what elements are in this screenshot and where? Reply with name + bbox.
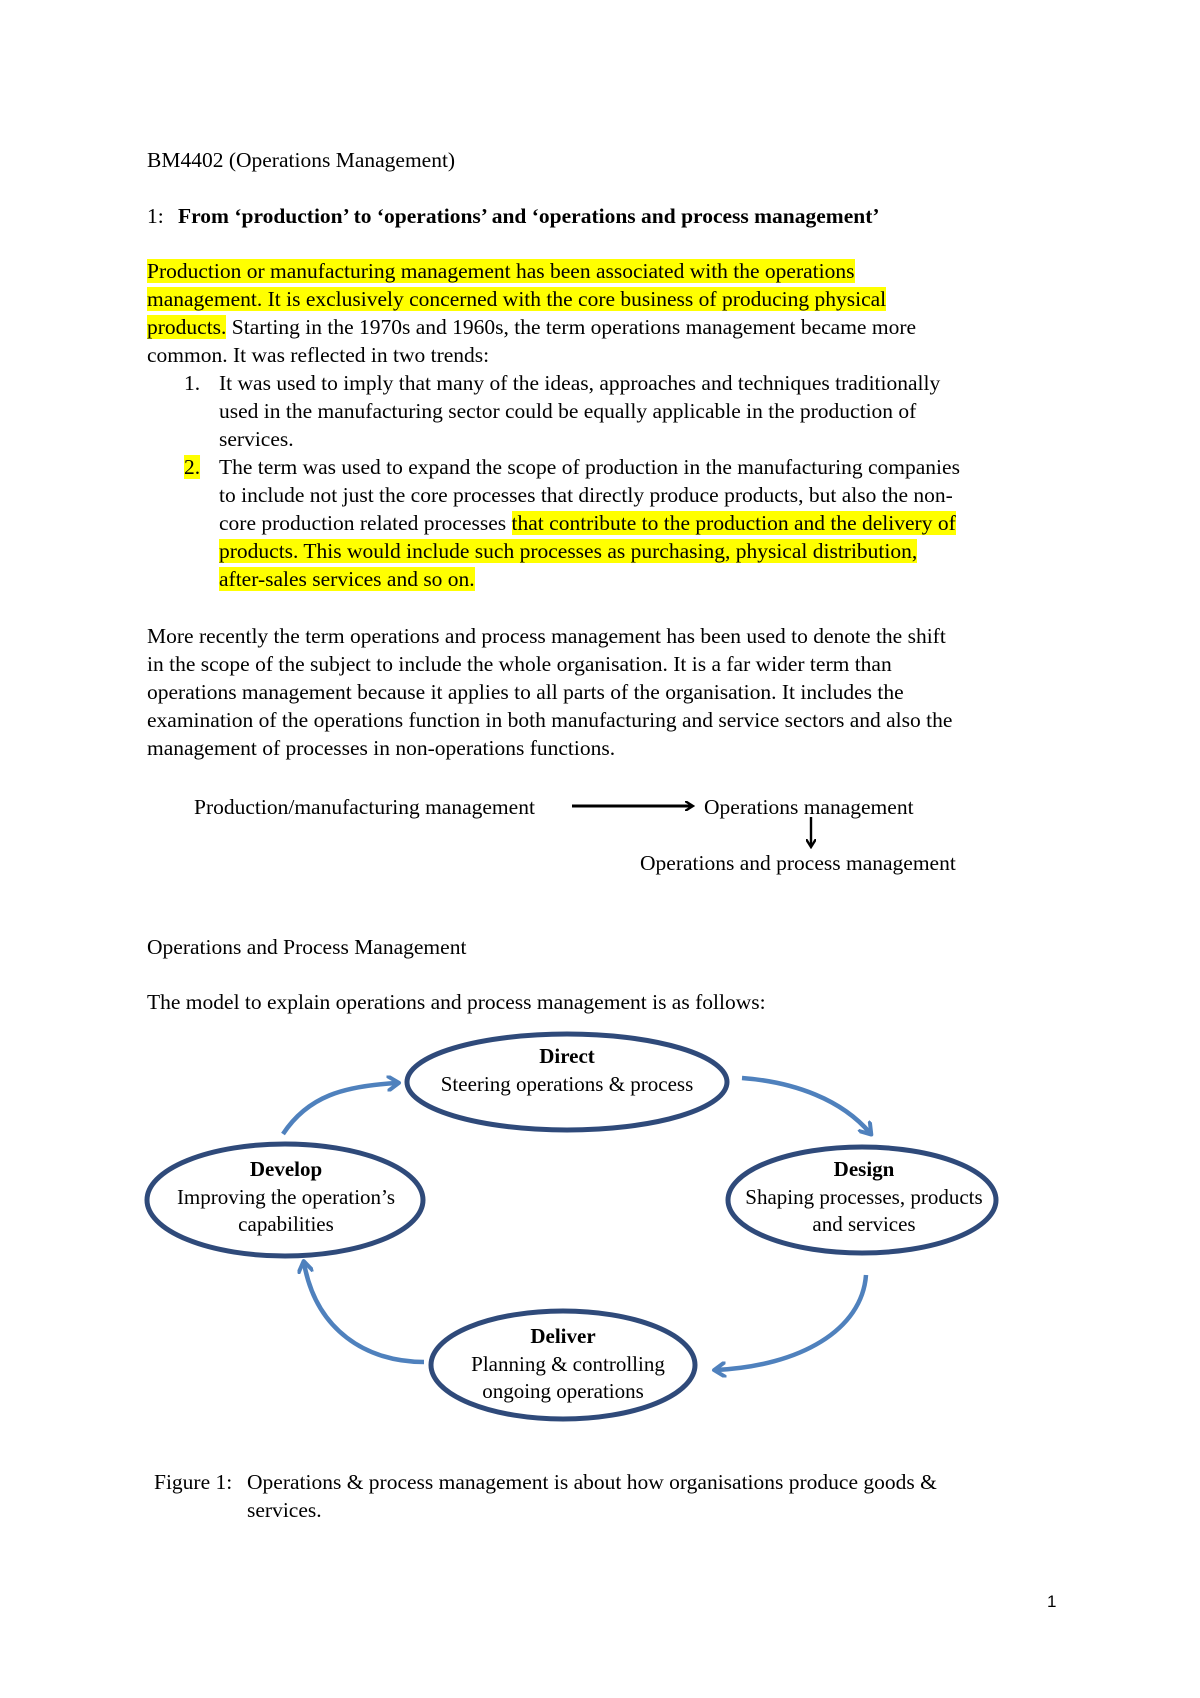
- list-item-1-line-3: services.: [219, 427, 294, 451]
- para2-line-4: examination of the operations function in both manufacturing and service sectors and also the: [147, 708, 953, 732]
- model-intro: The model to explain operations and process management is as follows:: [147, 990, 766, 1014]
- list-number-1: 1.: [184, 371, 201, 395]
- flow-then: Operations and process management: [640, 851, 956, 875]
- direct-desc-1: Steering operations & process: [440, 1072, 694, 1096]
- course-heading: BM4402 (Operations Management): [147, 148, 456, 172]
- page-number: 1: [1047, 1592, 1057, 1611]
- deliver-title: Deliver: [530, 1324, 596, 1348]
- arrow-design-to-deliver: [716, 1275, 866, 1370]
- para2-line-1: More recently the term operations and process management has been used to denote the shift: [147, 624, 946, 648]
- section-title: From ‘production’ to ‘operations’ and ‘operations and process management’: [178, 204, 880, 228]
- list-number-2: 2.: [184, 455, 201, 479]
- direct-title: Direct: [539, 1044, 595, 1068]
- flow-to: Operations management: [704, 795, 914, 819]
- para2-line-5: management of processes in non-operations functions.: [147, 736, 616, 760]
- develop-desc-1: Improving the operation’s: [176, 1185, 396, 1209]
- list-item-1-line-1: It was used to imply that many of the ideas, approaches and techniques traditionally: [219, 371, 941, 395]
- arrow-deliver-to-develop: [304, 1263, 424, 1362]
- para2-line-3: operations management because it applies to all parts of the organisation. It includes the: [147, 680, 904, 704]
- deliver-desc-2: ongoing operations: [482, 1379, 644, 1403]
- section2-heading: Operations and Process Management: [147, 935, 467, 959]
- para1-line-2: management. It is exclusively concerned with the core business of producing physical: [147, 287, 887, 311]
- figure-caption-line-1: Operations & process management is about how organisations produce goods &: [247, 1470, 937, 1494]
- design-desc-1: Shaping processes, products: [745, 1185, 983, 1209]
- para1-line-4: common. It was reflected in two trends:: [147, 343, 490, 367]
- para1-line-3: products. Starting in the 1970s and 1960s, the term operations management became more: [147, 315, 917, 339]
- design-title: Design: [833, 1157, 895, 1181]
- develop-title: Develop: [249, 1157, 323, 1181]
- arrow-direct-to-design: [742, 1078, 870, 1133]
- list-item-2-line-2: to include not just the core processes that directly produce products, but also the non-: [219, 483, 953, 507]
- list-item-2-line-5: after-sales services and so on.: [219, 567, 475, 591]
- arrow-develop-to-direct: [283, 1083, 397, 1134]
- list-item-2-line-1: The term was used to expand the scope of production in the manufacturing companies: [219, 455, 960, 479]
- figure-label: Figure 1:: [154, 1470, 233, 1494]
- flow-from: Production/manufacturing management: [194, 795, 535, 819]
- list-item-1-line-2: used in the manufacturing sector could be equally applicable in the production of: [219, 399, 917, 423]
- deliver-desc-1: Planning & controlling: [471, 1352, 665, 1376]
- para1-line-1: Production or manufacturing management has been associated with the operations: [147, 259, 855, 283]
- section-number: 1:: [147, 204, 164, 228]
- list-item-2-line-3: core production related processes that contribute to the production and the delivery of: [219, 511, 956, 535]
- design-desc-2: and services: [812, 1212, 916, 1236]
- develop-desc-2: capabilities: [238, 1212, 334, 1236]
- figure-caption-line-2: services.: [247, 1498, 322, 1522]
- list-item-2-line-4: products. This would include such processes as purchasing, physical distribution,: [219, 539, 918, 563]
- para2-line-2: in the scope of the subject to include the whole organisation. It is a far wider term than: [147, 652, 892, 676]
